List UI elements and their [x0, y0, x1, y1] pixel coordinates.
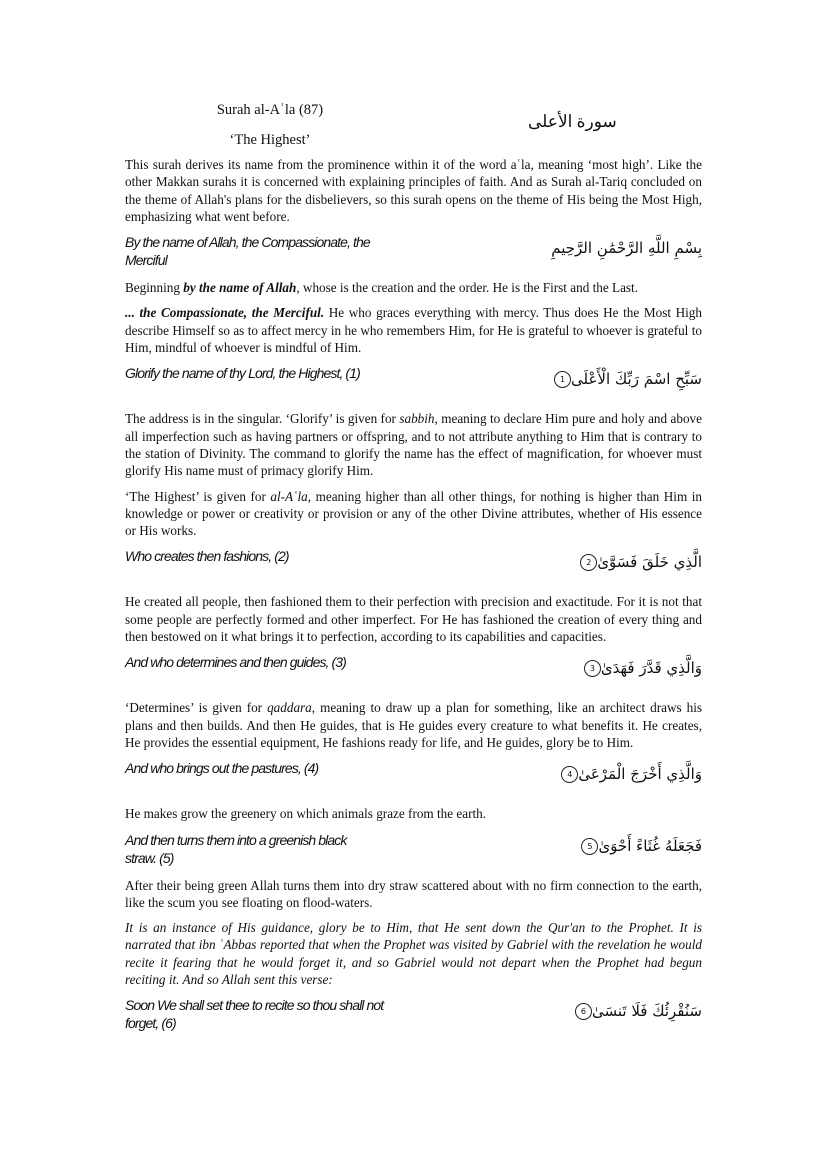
ayah-number-marker: 6: [575, 1003, 592, 1020]
verse-english: And then turns them into a greenish black straw. (5): [125, 831, 347, 866]
commentary-paragraph: He makes grow the greenery on which animals graze from the earth.: [125, 806, 487, 822]
verse-english: And who determines and then guides, (3): [125, 654, 346, 671]
verse-basmala: [125, 233, 702, 269]
commentary-paragraph: Beginning by the name of Allah, whose is the creation and the order. He is the First and the Last.: [125, 280, 639, 296]
verse-4: [125, 759, 702, 783]
verse-6: [125, 996, 702, 1032]
surah-title: Surah al-Aʿla (87): [216, 102, 324, 118]
verse-arabic-text: سَنُقْرِئُكَ فَلَا تَنسَىٰ: [591, 1002, 702, 1021]
ayah-number-marker: 3: [584, 660, 601, 677]
verse-english: By the name of Allah, the Compassionate, the Merciful: [125, 234, 370, 269]
surah-subtitle: ‘The Highest’: [229, 132, 311, 148]
verse-arabic-text: بِسْمِ اللَّهِ الرَّحْمَٰنِ الرَّحِيمِ: [551, 239, 702, 258]
commentary-paragraph: He created all people, then fashioned them to their perfection with precision and exactitude. For it is not that some people are perfectly formed and other imperfect. For He has fashioned the creation of every thing and then bestowed on it what brings it to perfection, according to its capabilities and capacities.: [125, 594, 702, 645]
verse-english: Who creates then fashions, (2): [125, 548, 289, 565]
commentary-paragraph: After their being green Allah turns them into dry straw scattered about with no firm connection to the earth, like the scum you see floating on flood-waters.: [125, 877, 702, 910]
verse-english: And who brings out the pastures, (4): [125, 760, 319, 777]
verse-arabic: [578, 831, 702, 855]
commentary-paragraph-italic: It is an instance of His guidance, glory be to Him, that He sent down the Qur'an to the Prophet. It is narrated that ibn ʿAbbas reported that when the Prophet was visited by Gabriel with the revelation he would recite it fearing that he would forget it, and so Gabriel would not depart when the Prophet had begun reciting it. And so Allah sent this verse:: [125, 920, 702, 988]
ayah-number-marker: 2: [580, 554, 597, 571]
verse-1: [125, 364, 702, 388]
verse-arabic: [572, 996, 702, 1020]
verse-arabic: [551, 233, 702, 257]
verse-arabic: [551, 364, 702, 388]
commentary-paragraph: The address is in the singular. ‘Glorify’ is given for sabbih, meaning to declare Him pure and holy and above all imperfection such as having partners or offspring, and to not attribute anything to Him that is contrary to the station of Divinity. The command to glorify the name has the effect of magnification, for whoever must glorify His name must of primacy glorify Him.: [125, 411, 703, 479]
commentary-paragraph: ‘The Highest’ is given for al-Aʿla, meaning higher than all other things, for nothing is higher than Him in knowledge or power or creativity or provision or any of the other Divine attributes, whether of His essence or His works.: [125, 488, 702, 539]
verse-2: [125, 547, 702, 571]
verse-english: Soon We shall set thee to recite so thou shall not forget, (6): [125, 997, 384, 1032]
document-body: [125, 156, 702, 1042]
verse-3: [125, 653, 702, 677]
verse-5: [125, 831, 702, 867]
surah-title-arabic: سورة الأعلى: [528, 112, 617, 131]
intro-paragraph: This surah derives its name from the prominence within it of the word aʿla, meaning ‘most high’. Like the other Makkan surahs it is concerned with explaining principles of faith. And as Surah al-Tariq concluded on the theme of Allah's plans for the disbelievers, so this surah opens on the theme of His being the Most High, emphasizing what went before.: [125, 157, 702, 224]
verse-arabic-text: الَّذِي خَلَقَ فَسَوَّىٰ: [597, 553, 702, 572]
commentary-paragraph: ‘Determines’ is given for qaddara, meaning to draw up a plan for something, like an architect draws his plans and then builds. And then He guides, that is He guides every creature to what benefits it. He creates, He provides the essential equipment, He fashions ready for life, and He guides, glory be to Him.: [125, 700, 703, 750]
verse-arabic-text: سَبِّحِ اسْمَ رَبِّكَ الْأَعْلَى: [570, 370, 702, 389]
verse-arabic-text: فَجَعَلَهُ غُثَاءً أَحْوَىٰ: [598, 836, 702, 855]
ayah-number-marker: 1: [554, 371, 571, 388]
verse-english: Glorify the name of thy Lord, the Highest, (1): [125, 365, 360, 382]
verse-arabic-text: وَالَّذِي أَخْرَجَ الْمَرْعَىٰ: [578, 765, 702, 784]
ayah-number-marker: 4: [561, 766, 578, 783]
verse-arabic: [581, 653, 702, 677]
verse-arabic: [558, 759, 702, 783]
verse-arabic-text: وَالَّذِي قَدَّرَ فَهَدَىٰ: [600, 659, 702, 678]
ayah-number-marker: 5: [581, 838, 598, 855]
verse-arabic: [577, 547, 702, 571]
commentary-paragraph: ... the Compassionate, the Merciful. He who graces everything with mercy. Thus does He the Most High describe Himself so as to affect mercy in he who remembers Him, for He is grateful to whoever is grateful to Him, mindful of whoever is mindful of Him.: [125, 305, 702, 356]
surah-title-block: [190, 100, 350, 160]
